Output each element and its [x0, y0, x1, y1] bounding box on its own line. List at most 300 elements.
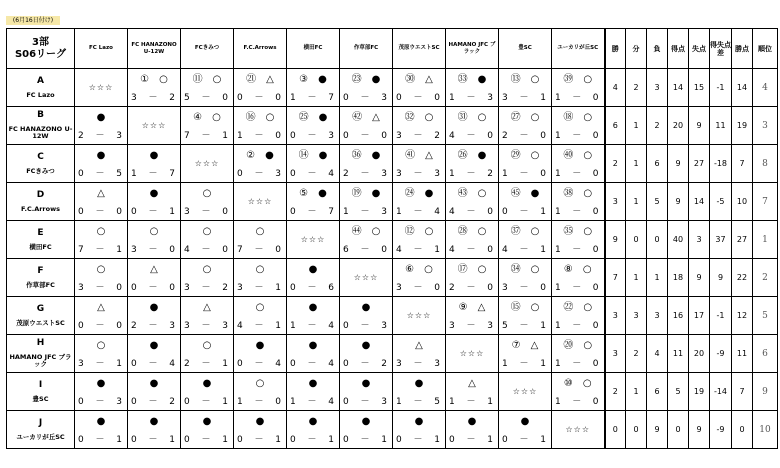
score-for: 1 — [449, 169, 455, 179]
match-score — [237, 283, 281, 293]
score-for: 0 — [131, 283, 137, 293]
match-score — [343, 169, 387, 179]
table-row — [7, 411, 778, 449]
match-score — [502, 321, 546, 331]
team-name: 作草部FC — [26, 280, 55, 289]
match-score — [290, 93, 334, 103]
match-symbols — [287, 112, 339, 124]
match-cell — [393, 297, 446, 335]
match-cell — [128, 69, 181, 107]
score-for: 3 — [502, 283, 508, 293]
match-symbols — [234, 416, 286, 428]
score-for: 5 — [502, 321, 508, 331]
stat-goal-diff: -1 — [710, 297, 732, 335]
score-against: 1 — [540, 93, 546, 103]
match-symbols — [446, 226, 498, 238]
match-score — [343, 321, 387, 331]
stat-points: 12 — [732, 297, 753, 335]
match-symbols — [128, 264, 180, 276]
stat-goals-for: 16 — [668, 297, 689, 335]
match-result-icon: ○ — [477, 188, 487, 199]
match-score — [290, 435, 334, 445]
score-against: 2 — [487, 169, 493, 179]
match-cell-content — [181, 221, 233, 258]
match-result-icon: ● — [477, 74, 487, 85]
stat-wins: 6 — [605, 107, 626, 145]
match-cell-content — [128, 373, 180, 410]
match-symbols — [287, 150, 339, 162]
score-dash: － — [360, 207, 370, 217]
match-result-icon: △ — [372, 112, 380, 123]
match-result-icon: ○ — [371, 226, 381, 237]
match-number: ㉖ — [457, 150, 468, 161]
score-against: 3 — [116, 397, 122, 407]
stat-goal-diff: -5 — [710, 183, 732, 221]
match-score — [555, 207, 599, 217]
match-result-icon: △ — [425, 74, 433, 85]
score-against: 3 — [328, 131, 334, 141]
match-result-icon: ○ — [202, 340, 212, 351]
score-for: 0 — [343, 321, 349, 331]
score-dash: － — [254, 435, 264, 445]
match-result-icon: △ — [266, 74, 274, 85]
score-dash: － — [307, 93, 317, 103]
match-cell — [128, 411, 181, 449]
score-against: 0 — [592, 207, 599, 217]
match-cell — [128, 221, 181, 259]
match-symbols — [552, 302, 604, 314]
stat-draws: 1 — [626, 373, 647, 411]
score-dash: － — [360, 245, 370, 255]
score-dash: － — [466, 283, 476, 293]
match-cell — [340, 183, 393, 221]
match-result-icon: ○ — [530, 226, 540, 237]
score-against: 1 — [540, 245, 546, 255]
score-for: 0 — [343, 93, 349, 103]
match-symbols — [499, 74, 551, 86]
match-score — [290, 359, 334, 369]
stat-header-points: 勝点 — [732, 29, 753, 69]
score-for: 1 — [290, 93, 296, 103]
match-cell-content — [393, 221, 445, 258]
match-cell-content — [340, 259, 392, 296]
match-cell-content — [128, 221, 180, 258]
score-dash: － — [254, 245, 264, 255]
match-symbols — [128, 340, 180, 352]
match-symbols — [393, 112, 445, 124]
match-cell-content — [234, 145, 286, 182]
match-number: ① — [140, 74, 150, 85]
score-dash: － — [413, 435, 423, 445]
score-dash: － — [572, 93, 582, 103]
match-result-icon: ● — [371, 150, 381, 161]
match-cell-content — [446, 69, 498, 106]
match-symbols — [181, 340, 233, 352]
score-against: 2 — [169, 93, 175, 103]
match-score — [131, 207, 175, 217]
column-header: 作草部FC — [340, 29, 393, 69]
match-symbols — [128, 302, 180, 314]
score-dash: － — [519, 321, 529, 331]
stat-losses: 3 — [647, 297, 668, 335]
match-cell — [499, 69, 552, 107]
match-cell — [75, 373, 128, 411]
match-score — [343, 245, 387, 255]
score-dash: － — [148, 93, 158, 103]
score-dash: － — [148, 207, 158, 217]
match-cell-content — [181, 373, 233, 410]
match-symbols — [234, 74, 286, 86]
score-against: 0 — [116, 321, 122, 331]
match-cell — [234, 373, 287, 411]
score-against: 0 — [487, 207, 493, 217]
match-cell-content — [181, 183, 233, 220]
match-symbols — [75, 264, 127, 276]
match-symbols — [340, 340, 392, 352]
match-symbols — [181, 302, 233, 314]
match-cell-content — [340, 221, 392, 258]
match-cell-content — [552, 411, 604, 448]
score-for: 3 — [396, 169, 402, 179]
match-cell — [446, 335, 499, 373]
match-score — [396, 245, 440, 255]
score-dash: － — [254, 321, 264, 331]
match-cell — [75, 221, 128, 259]
match-result-icon: ● — [414, 378, 424, 389]
score-dash: － — [307, 321, 317, 331]
match-symbols — [340, 378, 392, 390]
match-score — [78, 207, 122, 217]
team-name: 横田FC — [29, 242, 52, 251]
score-for: 0 — [290, 207, 296, 217]
match-symbols — [446, 302, 498, 314]
match-cell-content — [234, 107, 286, 144]
score-against: 1 — [275, 283, 281, 293]
match-cell-content — [552, 297, 604, 334]
score-dash: － — [201, 93, 211, 103]
score-dash: － — [466, 131, 476, 141]
score-for: 0 — [396, 435, 402, 445]
score-against: 0 — [487, 283, 493, 293]
match-result-icon: ○ — [477, 112, 487, 123]
stat-losses: 4 — [647, 335, 668, 373]
match-cell — [287, 145, 340, 183]
match-cell-content — [552, 145, 604, 182]
match-result-icon: ● — [318, 150, 328, 161]
match-score — [555, 321, 599, 331]
match-symbols — [128, 416, 180, 428]
stat-wins: 0 — [605, 411, 626, 449]
match-result-icon: ● — [361, 340, 371, 351]
score-dash: － — [95, 321, 105, 331]
score-for: 2 — [184, 359, 190, 369]
score-for: 0 — [290, 283, 296, 293]
stat-goal-diff: -9 — [710, 411, 732, 449]
score-against: 3 — [116, 131, 122, 141]
league-name: S06リーグ — [14, 48, 67, 60]
match-cell — [499, 183, 552, 221]
score-for: 3 — [131, 93, 137, 103]
match-cell — [128, 297, 181, 335]
score-against: 6 — [328, 283, 334, 293]
score-dash: － — [519, 283, 529, 293]
score-for: 7 — [184, 131, 190, 141]
match-result-icon: ○ — [530, 112, 540, 123]
match-cell-content — [499, 145, 551, 182]
match-number: ㊳ — [563, 188, 574, 199]
match-score — [502, 435, 546, 445]
match-score — [78, 245, 122, 255]
match-symbols — [499, 302, 551, 314]
score-for: 3 — [184, 283, 190, 293]
match-cell — [393, 259, 446, 297]
score-against: 4 — [328, 169, 334, 179]
stat-header-rank: 順位 — [753, 29, 778, 69]
match-cell-content — [128, 145, 180, 182]
score-dash: － — [572, 131, 582, 141]
match-cell-content — [181, 145, 233, 182]
score-dash: － — [307, 397, 317, 407]
match-cell — [552, 107, 605, 145]
match-cell — [287, 221, 340, 259]
self-match-mark: ☆☆☆ — [565, 425, 590, 434]
stat-goal-diff: -1 — [710, 69, 732, 107]
match-symbols — [446, 416, 498, 428]
score-against: 3 — [381, 93, 387, 103]
score-for: 0 — [290, 169, 296, 179]
match-cell-content — [340, 297, 392, 334]
match-cell-content — [340, 183, 392, 220]
score-against: 1 — [116, 435, 122, 445]
match-cell-content — [128, 335, 180, 372]
match-result-icon: ● — [361, 378, 371, 389]
match-symbols — [340, 226, 392, 238]
match-result-icon: ● — [96, 416, 106, 427]
match-score — [237, 435, 281, 445]
match-cell — [75, 107, 128, 145]
match-cell-content — [128, 107, 180, 144]
column-header: FC HANAZONO U-12W — [128, 29, 181, 69]
match-score — [555, 283, 599, 293]
score-dash: － — [519, 435, 529, 445]
team-letter: J — [38, 417, 43, 428]
match-cell — [75, 411, 128, 449]
score-dash: － — [413, 359, 423, 369]
match-number: ㊸ — [457, 188, 468, 199]
match-cell-content — [75, 107, 127, 144]
match-number: ㊵ — [563, 150, 574, 161]
score-for: 3 — [396, 359, 402, 369]
stat-wins: 2 — [605, 145, 626, 183]
stat-draws: 2 — [626, 335, 647, 373]
match-number: ㉕ — [298, 112, 309, 123]
stat-header-losses: 負 — [647, 29, 668, 69]
score-against: 1 — [116, 245, 122, 255]
match-cell-content — [499, 411, 551, 448]
match-score — [502, 283, 546, 293]
match-score — [396, 207, 440, 217]
match-result-icon: △ — [477, 302, 486, 313]
score-for: 4 — [449, 131, 455, 141]
stat-goals-against: 9 — [689, 411, 710, 449]
match-cell — [499, 107, 552, 145]
match-cell — [552, 183, 605, 221]
match-symbols — [181, 188, 233, 200]
match-cell-content — [446, 221, 498, 258]
score-against: 4 — [169, 359, 175, 369]
match-cell — [552, 335, 605, 373]
stat-goal-diff: -18 — [710, 145, 732, 183]
match-cell — [287, 107, 340, 145]
match-result-icon: ● — [149, 416, 159, 427]
stat-goals-for: 0 — [668, 411, 689, 449]
score-dash: － — [95, 169, 105, 179]
match-score — [131, 93, 175, 103]
score-for: 4 — [502, 245, 508, 255]
stat-wins: 2 — [605, 373, 626, 411]
match-cell — [181, 297, 234, 335]
score-for: 3 — [449, 321, 455, 331]
stat-goals-against: 19 — [689, 373, 710, 411]
match-cell — [446, 373, 499, 411]
match-cell-content — [287, 297, 339, 334]
score-for: 0 — [237, 359, 243, 369]
score-dash: － — [254, 359, 264, 369]
stat-goals-against: 20 — [689, 335, 710, 373]
score-against: 0 — [592, 169, 599, 179]
match-symbols — [446, 378, 498, 390]
table-row — [7, 373, 778, 411]
match-cell — [234, 69, 287, 107]
match-cell — [181, 373, 234, 411]
match-symbols — [234, 378, 286, 390]
stat-draws: 0 — [626, 221, 647, 259]
stat-goals-against: 14 — [689, 183, 710, 221]
match-cell — [128, 145, 181, 183]
match-result-icon: ● — [149, 302, 159, 313]
match-symbols — [181, 112, 233, 124]
match-score — [78, 283, 122, 293]
match-symbols — [552, 112, 604, 124]
match-cell — [552, 145, 605, 183]
score-for: 4 — [184, 245, 190, 255]
stat-wins: 3 — [605, 297, 626, 335]
score-dash: － — [413, 283, 423, 293]
match-cell — [75, 183, 128, 221]
match-cell-content — [287, 411, 339, 448]
match-result-icon: △ — [203, 302, 211, 313]
match-cell — [393, 69, 446, 107]
match-score — [237, 359, 281, 369]
stat-goals-for: 18 — [668, 259, 689, 297]
score-dash: － — [95, 435, 105, 445]
score-for: 3 — [237, 283, 243, 293]
match-cell-content — [128, 259, 180, 296]
team-letter: A — [37, 75, 44, 86]
match-cell-content — [234, 297, 286, 334]
score-against: 4 — [328, 359, 334, 369]
match-score — [449, 169, 493, 179]
score-against: 4 — [328, 397, 334, 407]
score-for: 0 — [290, 131, 296, 141]
match-symbols — [499, 226, 551, 238]
score-against: 3 — [381, 169, 387, 179]
score-dash: － — [307, 283, 317, 293]
stat-draws: 1 — [626, 145, 647, 183]
match-number: ⑧ — [563, 264, 573, 275]
match-symbols — [287, 188, 339, 200]
match-cell-content — [128, 69, 180, 106]
score-dash: － — [572, 321, 582, 331]
match-cell — [181, 183, 234, 221]
column-header: 茂原ウエストSC — [393, 29, 446, 69]
match-cell — [393, 221, 446, 259]
match-cell-content — [552, 335, 604, 372]
match-cell — [340, 297, 393, 335]
score-for: 2 — [449, 283, 455, 293]
match-symbols — [181, 378, 233, 390]
match-cell-content — [446, 411, 498, 448]
match-score — [78, 359, 122, 369]
match-cell — [446, 145, 499, 183]
score-dash: － — [466, 245, 476, 255]
match-cell-content — [393, 373, 445, 410]
score-dash: － — [148, 169, 158, 179]
match-symbols — [128, 188, 180, 200]
match-number: ㉝ — [457, 74, 468, 85]
score-against: 1 — [540, 207, 546, 217]
stat-points: 10 — [732, 183, 753, 221]
match-result-icon: ○ — [202, 264, 212, 275]
score-dash: － — [95, 245, 105, 255]
score-dash: － — [572, 169, 582, 179]
score-dash: － — [254, 131, 264, 141]
score-for: 7 — [237, 245, 243, 255]
score-for: 1 — [343, 207, 349, 217]
match-score — [555, 397, 599, 407]
stat-points: 22 — [732, 259, 753, 297]
stat-losses: 9 — [647, 411, 668, 449]
match-cell-content — [499, 183, 551, 220]
match-cell-content — [499, 335, 551, 372]
match-cell — [287, 373, 340, 411]
score-dash: － — [254, 283, 264, 293]
score-against: 2 — [434, 131, 440, 141]
score-dash: － — [254, 169, 264, 179]
score-for: 0 — [290, 359, 296, 369]
match-symbols — [393, 340, 445, 352]
match-result-icon: ○ — [477, 264, 487, 275]
score-against: 0 — [169, 283, 175, 293]
match-number: ⑰ — [457, 264, 468, 275]
match-result-icon: ● — [371, 188, 381, 199]
match-cell — [128, 259, 181, 297]
match-score — [184, 131, 228, 141]
match-score — [131, 321, 175, 331]
score-dash: － — [466, 169, 476, 179]
score-dash: － — [307, 359, 317, 369]
match-result-icon: ● — [318, 112, 328, 123]
team-cell — [7, 259, 75, 297]
score-for: 1 — [555, 321, 561, 331]
match-symbols — [75, 150, 127, 162]
match-result-icon: ○ — [583, 226, 593, 237]
team-cell — [7, 221, 75, 259]
match-result-icon: △ — [530, 340, 539, 351]
match-score — [184, 321, 228, 331]
match-cell — [287, 183, 340, 221]
match-symbols — [340, 416, 392, 428]
